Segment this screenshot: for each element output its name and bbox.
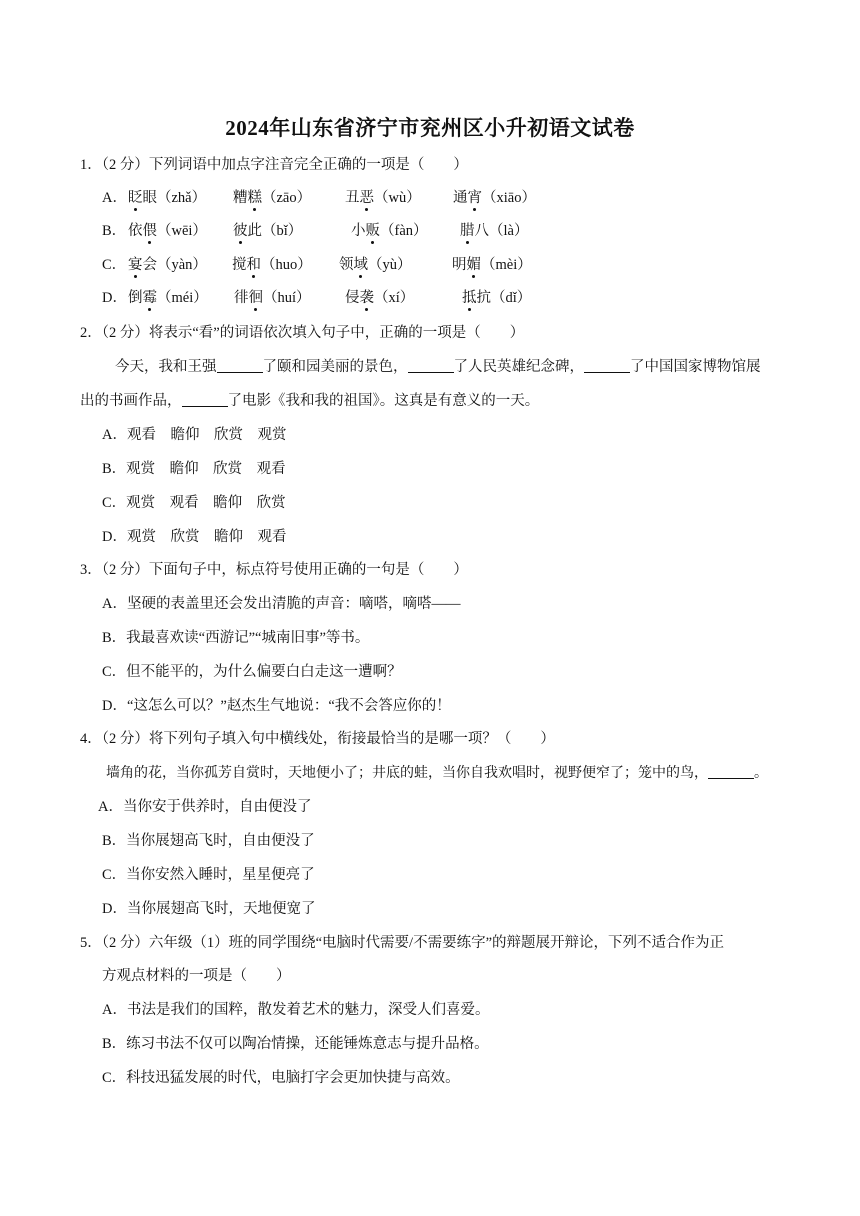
page-title: 2024年山东省济宁市兖州区小升初语文试卷 [225, 116, 635, 140]
q2-option-b[interactable]: B．观赏 瞻仰 欣赏 观看 [102, 461, 286, 477]
q2-blank-3[interactable] [584, 358, 630, 373]
question-5-stem-cont: 方观点材料的一项是（ ） [102, 968, 291, 984]
q4-blank[interactable] [708, 764, 754, 779]
question-4-stem: 4．（2 分）将下列句子填入句中横线处，衔接最恰当的是哪一项？（ ） [80, 731, 555, 747]
q2-option-d[interactable]: D．观赏 欣赏 瞻仰 观看 [102, 529, 287, 545]
q1-c-word-4: 明媚（mèi） [452, 257, 532, 273]
q2-blank-1[interactable] [217, 358, 263, 373]
q3-option-d[interactable]: D．“这怎么可以？”赵杰生气地说：“我不会答应你的！ [102, 698, 451, 714]
q3-option-a[interactable]: A．坚硬的表盖里还会发出清脆的声音：嘀嗒，嘀嗒—— [102, 596, 461, 612]
q2-option-a[interactable]: A．观看 瞻仰 欣赏 观赏 [102, 427, 287, 443]
q3-option-b[interactable]: B．我最喜欢读“西游记”“城南旧事”等书。 [102, 630, 370, 646]
q5-option-c[interactable]: C．科技迅猛发展的时代，电脑打字会更加快捷与高效。 [102, 1070, 460, 1086]
question-1-stem: 1．（2 分）下列词语中加点字注音完全正确的一项是（ ） [80, 157, 468, 173]
q1-a-word-3: 丑恶（wù） [345, 190, 421, 206]
q1-c-word-3: 领域（yù） [339, 257, 412, 273]
q4-option-d[interactable]: D．当你展翅高飞时，天地便宽了 [102, 901, 316, 917]
q1-b-word-2: 彼此（bǐ） [233, 223, 303, 239]
q2-blank-2[interactable] [408, 358, 454, 373]
q1-d-word-2: 徘徊（huí） [234, 290, 311, 306]
question-5-stem: 5．（2 分）六年级（1）班的同学围绕“电脑时代需要/不需要练字”的辩题展开辩论，下列不适合作为正 [80, 935, 725, 951]
q5-option-a[interactable]: A．书法是我们的国粹，散发着艺术的魅力，深受人们喜爱。 [102, 1002, 490, 1018]
question-3-stem: 3．（2 分）下面句子中，标点符号使用正确的一句是（ ） [80, 562, 468, 578]
q1-d-word-3: 侵袭（xí） [345, 290, 415, 306]
q4-passage: 墙角的花，当你孤芳自赏时，天地便小了；井底的蛙，当你自我欢唱时，视野便窄了；笼中的鸟， 。 [106, 766, 768, 781]
q1-a-word-4: 通宵（xiāo） [453, 190, 536, 206]
q2-passage-line-2: 出的书画作品， 了电影《我和我的祖国》。这真是有意义的一天。 [80, 393, 540, 409]
q2-passage-line-1: 今天，我和王强 了颐和园美丽的景色， 了人民英雄纪念碑， 了中国国家博物馆展 [115, 359, 761, 375]
q1-b-word-4: 腊八（là） [460, 223, 529, 239]
q1-a-word-1: 眨眼（zhǎ） [128, 190, 207, 206]
q1-d-word-1: 倒霉（méi） [128, 290, 208, 306]
q1-c-word-2: 搅和（huo） [232, 257, 312, 273]
q1-d-word-4: 抵抗（dǐ） [462, 290, 532, 306]
q1-b-word-3: 小贩（fàn） [351, 223, 428, 239]
q3-option-c[interactable]: C．但不能平的，为什么偏要白白走这一遭啊？ [102, 664, 402, 680]
q1-b-word-1: 依偎（wēi） [128, 223, 207, 239]
q4-option-c[interactable]: C．当你安然入睡时，星星便亮了 [102, 867, 315, 883]
q1-c-word-1: 宴会（yàn） [128, 257, 207, 273]
question-2-stem: 2．（2 分）将表示“看”的词语依次填入句子中，正确的一项是（ ） [80, 325, 525, 341]
q4-option-a[interactable]: A．当你安于供养时，自由便没了 [98, 799, 312, 815]
exam-page: 2024年山东省济宁市兖州区小升初语文试卷 1．（2 分）下列词语中加点字注音完全正确的一项是（ ） A． 眨眼（zhǎ） 糟糕（zāo） 丑恶（wù） 通宵（xiāo） B． 依偎（wēi） 彼此（bǐ） 小贩（fàn） 腊八（là） C． 宴会（yàn） 搅和（huo） 领域（yù） 明媚（mèi） D． 倒霉（méi） 徘徊（huí） 侵袭（xí） 抵抗（dǐ） 2．（2 分）将表示“看”的词语依次填入句子中，正确的一项是（ ） 今天，我和王强 了颐和园美丽的景色， 了人民英雄纪念碑， 了中国国家博物馆展 出的书画作品， 了电影《我和我的祖国》。这真是有意义的一天。 A．观看 瞻仰 欣赏 观赏 B．观赏 瞻仰 欣赏 观看 C．观赏 观看 瞻仰 欣赏 D．观赏 欣赏 瞻仰 观看 3．（2 分）下面句子中，标点符号使用正确的一句是（ ） A．坚硬的表盖里还会发出清脆的声音：嘀嗒，嘀嗒—— B．我最喜欢读“西游记”“城南旧事”等书。 C．但不能平的，为什么偏要白白走这一遭啊？ D．“这怎么可以？”赵杰生气地说：“我不会答应你的！ 4．（2 分）将下列句子填入句中横线处，衔接最恰当的是哪一项？（ ） 墙角的花，当你孤芳自赏时，天地便小了；井底的蛙，当你自我欢唱时，视野便窄了；笼中的鸟， 。 A．当你安于供养时，自由便没了 B．当你展翅高飞时，自由便没了 C．当你安然入睡时，星星便亮了 D．当你展翅高飞时，天地便宽了 5．（2 分）六年级（1）班的同学围绕“电脑时代需要/不需要练字”的辩题展开辩论，下列不适合作为正 方观点材料的一项是（ ） A．书法是我们的国粹，散发着艺术的魅力，深受人们喜爱。 B．练习书法不仅可以陶冶情操，还能锤炼意志与提升品格。 C．科技迅猛发展的时代，电脑打字会更加快捷与高效。 [0, 0, 860, 1216]
q5-option-b[interactable]: B．练习书法不仅可以陶冶情操，还能锤炼意志与提升品格。 [102, 1036, 489, 1052]
q4-option-b[interactable]: B．当你展翅高飞时，自由便没了 [102, 833, 315, 849]
q2-blank-4[interactable] [182, 392, 228, 407]
q1-a-word-2: 糟糕（zāo） [233, 190, 312, 206]
q2-option-c[interactable]: C．观赏 观看 瞻仰 欣赏 [102, 495, 286, 511]
